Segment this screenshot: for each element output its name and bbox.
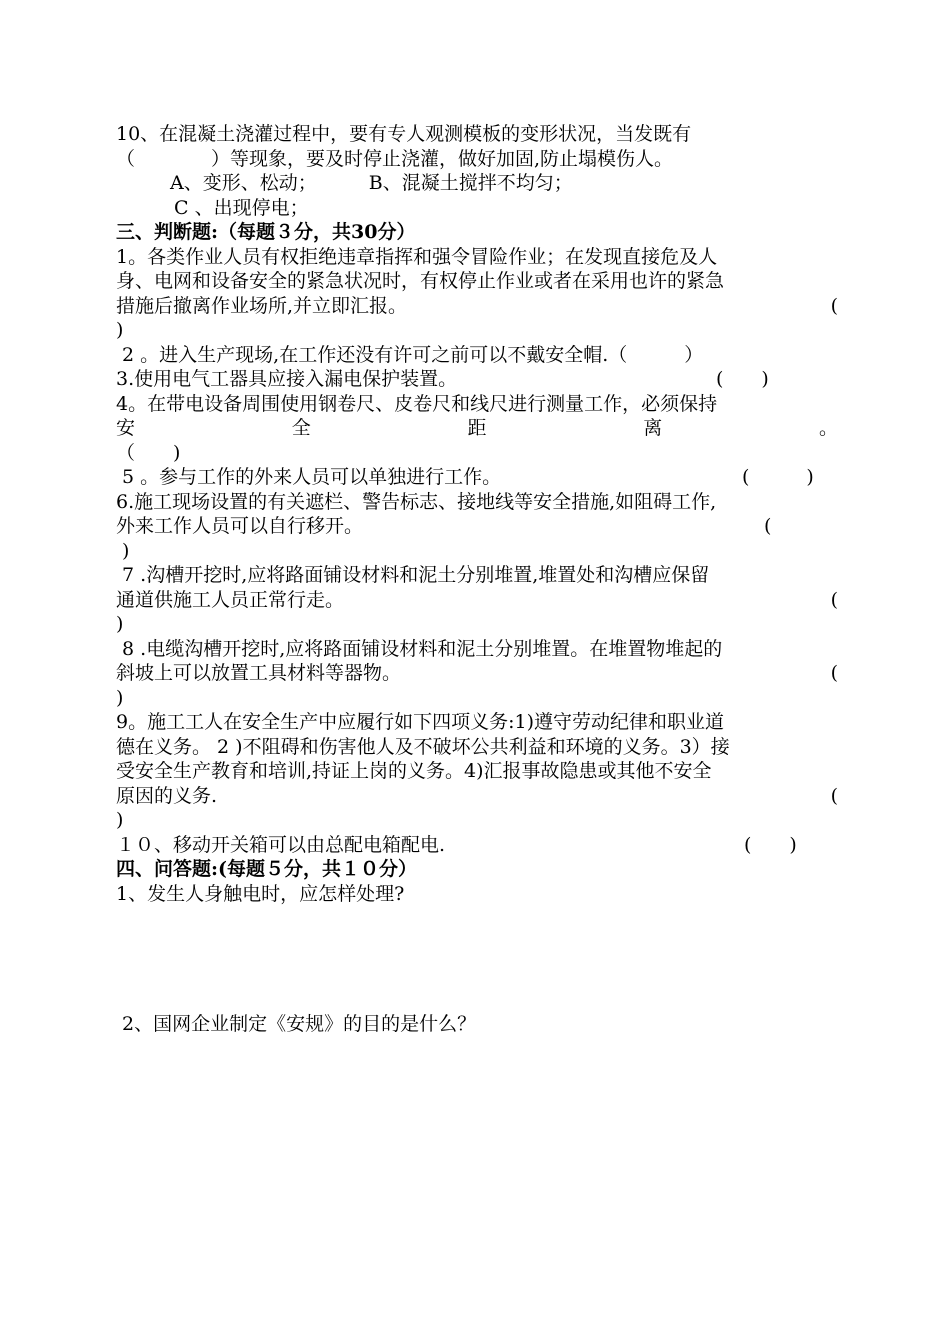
- question-line: 9。施工工人在安全生产中应履行如下四项义务:1)遵守劳动纪律和职业道: [116, 711, 724, 733]
- option-c: C 、出现停电；: [174, 196, 309, 219]
- section-3-title: 三、判断题:（每题３分，共30分）: [116, 221, 416, 243]
- question-line: 6.施工现场设置的有关遮栏、警告标志、接地线等安全措施,如阻碍工作,: [116, 490, 717, 513]
- question-line: 身、电网和设备安全的紧急状况时，有权停止作业或者在采用也许的紧急: [116, 270, 725, 292]
- tf-question-2: 2 。进入生产现场,在工作还没有许可之前可以不戴安全帽.（ ）: [116, 343, 704, 366]
- answer-paren-open: (: [830, 294, 838, 317]
- tf-question-10: １０、移动开关箱可以由总配电箱配电. ( ): [116, 833, 797, 856]
- question-line: 措施后撤离作业场所,并立即汇报。 (: [116, 294, 838, 317]
- tf-question-3: 3.使用电气工器具应接入漏电保护装置。 ( ): [116, 368, 769, 390]
- question-line: 10、在混凝土浇灌过程中，要有专人观测模板的变形状况，当发既有: [116, 123, 692, 145]
- exam-page: [116, 122, 838, 1037]
- section-4-title: 四、问答题:(每题５分，共１０分）: [116, 858, 418, 880]
- answer-paren-open: (: [830, 784, 838, 807]
- essay-question-2: 2、国网企业制定《安规》的目的是什么？: [116, 1013, 477, 1035]
- tf-question-9: [116, 710, 838, 833]
- question-line: （ ）等现象，要及时停止浇灌，做好加固,防止塌模伤人。: [116, 147, 674, 170]
- question-line: 4。在带电设备周围使用钢卷尺、皮卷尺和线尺进行测量工作，必须保持: [116, 392, 718, 415]
- answer-paren: ( ): [716, 368, 769, 390]
- answer-paren: （ ): [116, 441, 181, 464]
- answer-paren-close: ): [116, 686, 124, 709]
- tf-question-8: [116, 637, 838, 711]
- question-line: 受安全生产教育和培训,持证上岗的义务。4)汇报事故隐患或其他不安全: [116, 760, 712, 782]
- answer-paren-close: ): [116, 539, 130, 562]
- answer-paren-close: ): [116, 613, 124, 635]
- question-line: 斜坡上可以放置工具材料等器物。 (: [116, 662, 838, 684]
- question-line: 7 .沟槽开挖时,应将路面铺设材料和泥土分别堆置,堆置处和沟槽应保留: [116, 564, 710, 586]
- answer-paren-open: (: [830, 588, 838, 611]
- essay-question-1: 1、发生人身触电时，应怎样处理?: [116, 882, 405, 905]
- question-line: 外来工作人员可以自行移开。 (: [116, 515, 772, 537]
- tf-question-5: 5 。参与工作的外来人员可以单独进行工作。 ( ): [116, 466, 814, 488]
- answer-paren: ( ): [744, 833, 797, 856]
- option-a: A、变形、松动；: [170, 172, 317, 194]
- question-line: 原因的义务. (: [116, 784, 838, 807]
- question-line: 通道供施工人员正常行走。 (: [116, 588, 838, 611]
- tf-question-1: [116, 245, 838, 343]
- tf-question-6: [116, 490, 838, 564]
- tf-question-7: [116, 563, 838, 637]
- answer-paren-open: (: [830, 662, 838, 684]
- options-row: [116, 171, 838, 196]
- tf-question-4: [116, 392, 838, 466]
- answer-paren: ( ): [742, 466, 814, 488]
- answer-paren-close: ): [116, 319, 124, 341]
- question-line-spaced: 安 全 距 离 。: [116, 417, 838, 439]
- choice-question-10: [116, 122, 838, 220]
- option-b: B、混凝土搅拌不均匀；: [368, 172, 573, 194]
- answer-paren-close: ): [116, 809, 124, 831]
- answer-space: [116, 906, 838, 1012]
- question-line: 德在义务。 2 )不阻碍和伤害他人及不破坏公共利益和环境的义务。3）接: [116, 735, 730, 758]
- answer-paren-open: (: [764, 515, 772, 537]
- question-line: 1。各类作业人员有权拒绝违章指挥和强令冒险作业；在发现直接危及人: [116, 245, 718, 268]
- question-line: 8 .电缆沟槽开挖时,应将路面铺设材料和泥土分别堆置。在堆置物堆起的: [116, 637, 723, 660]
